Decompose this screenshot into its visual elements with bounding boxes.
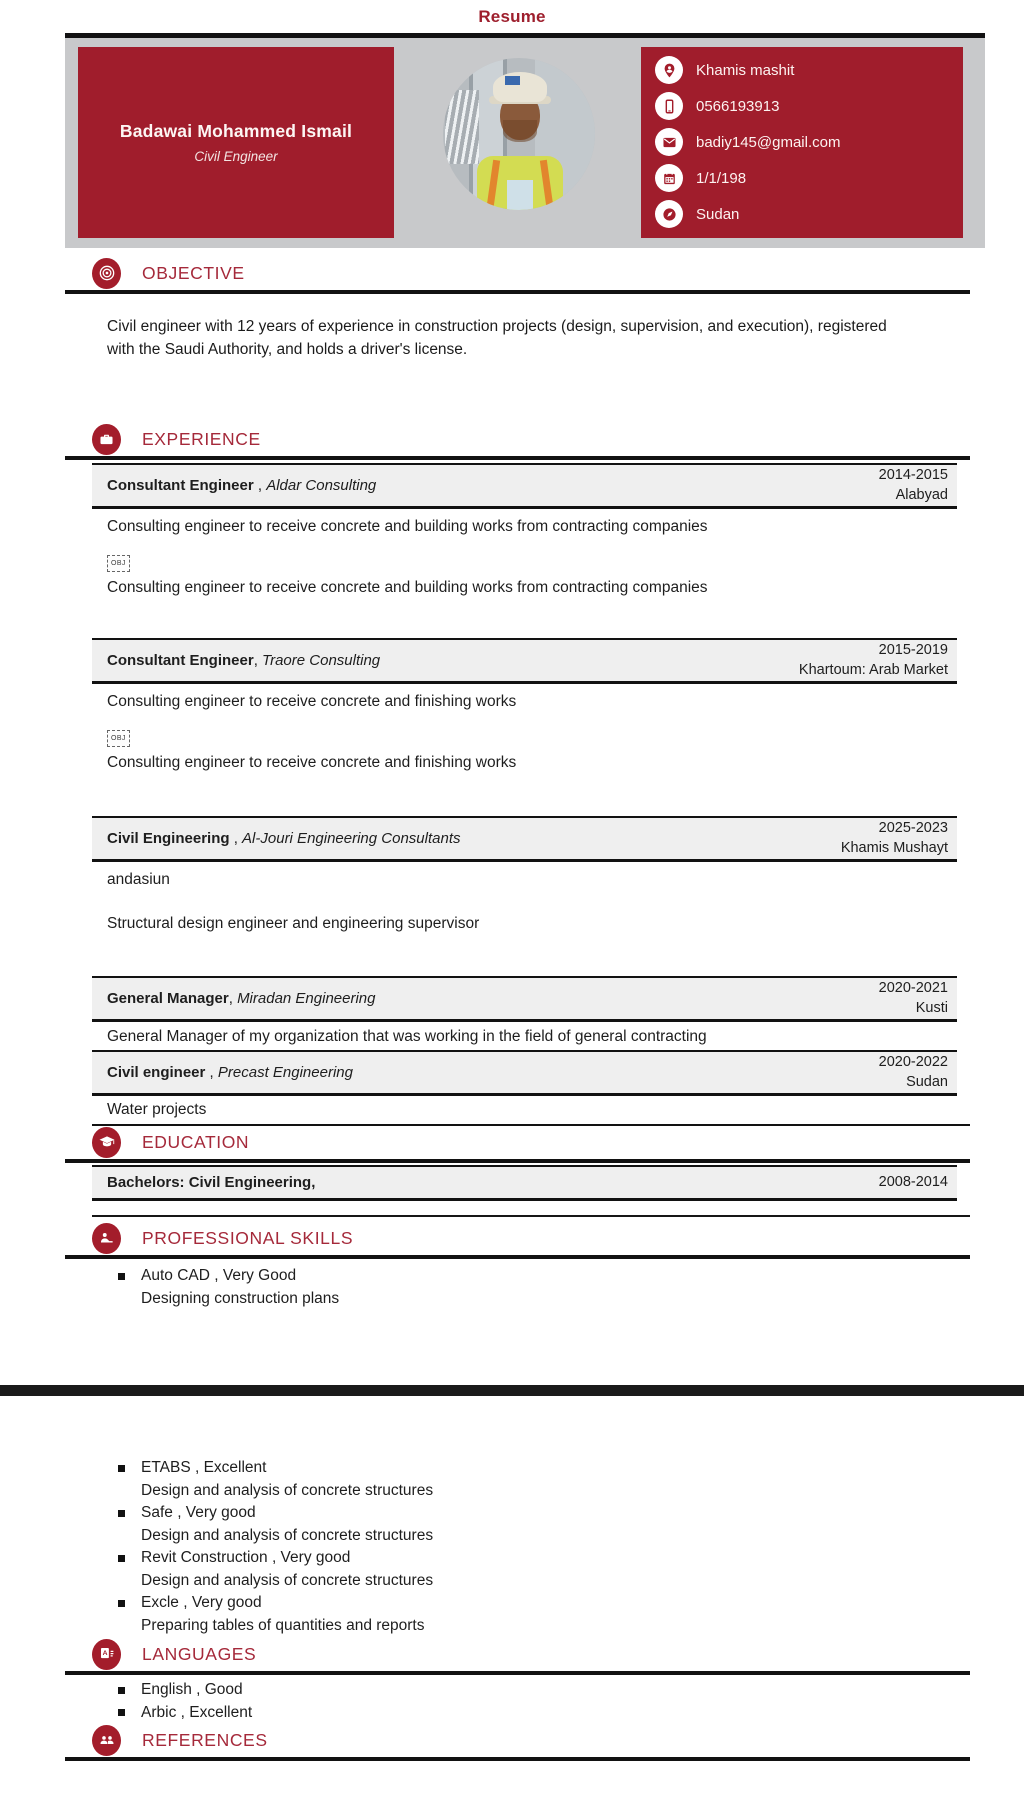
section-label: LANGUAGES (142, 1643, 257, 1664)
contact-birthdate: 1/1/198 (696, 169, 747, 187)
document-title: Resume (478, 7, 546, 26)
skill-item: Excle , Very good (65, 1592, 970, 1615)
experience-title: General Manager, Miradan Engineering (107, 990, 376, 1007)
experience-title: Consultant Engineer, Traore Consulting (107, 652, 381, 669)
contact-country: Sudan (696, 205, 740, 223)
section-rule (65, 1255, 970, 1259)
divider-rule (92, 1215, 970, 1217)
experience-description: Water projects (92, 1099, 970, 1126)
experience-description: General Manager of my organization that was working in the field of general contracting (107, 1028, 707, 1045)
section-label: EXPERIENCE (142, 428, 261, 449)
experience-entry-header (92, 1050, 957, 1096)
section-rule (65, 1757, 970, 1761)
contact-row (641, 124, 963, 160)
identity-header (65, 38, 985, 248)
section-rule (65, 1671, 970, 1675)
section-rule (65, 1159, 970, 1163)
section-header-languages (65, 1639, 970, 1669)
square-bullet-icon (118, 1687, 125, 1694)
people-icon (92, 1725, 121, 1756)
experience-description: Structural design engineer and engineering supervisor (107, 915, 480, 932)
education-degree: Bachelors: Civil Engineering, (107, 1174, 316, 1191)
skill-item: Revit Construction , Very good (65, 1547, 970, 1570)
experience-title: Civil Engineering , Al-Jouri Engineering Consultants (107, 830, 461, 847)
contact-row (641, 88, 963, 124)
section-header-experience (65, 424, 970, 454)
language-item: Arbic , Excellent (65, 1702, 970, 1725)
skill-item: Auto CAD , Very Good (65, 1265, 970, 1288)
experience-dates: 2025-2023 Khamis Mushayt (840, 820, 948, 856)
experience-title: Civil engineer , Precast Engineering (107, 1064, 353, 1081)
skill-detail: Designing construction plans (141, 1289, 340, 1307)
language-item: English , Good (65, 1679, 970, 1702)
experience-description: Consulting engineer to receive concrete and finishing works (107, 693, 517, 710)
svg-text:A: A (102, 1650, 108, 1658)
experience-description: andasiun (107, 871, 170, 888)
calendar-icon (655, 164, 683, 192)
section-header-education (65, 1127, 970, 1157)
contact-phone: 0566193913 (696, 97, 780, 115)
experience-description: Consulting engineer to receive concrete and building works from contracting companies (107, 579, 708, 596)
email-icon (655, 128, 683, 156)
experience-dates: 2020-2022 Sudan (878, 1054, 948, 1090)
square-bullet-icon (118, 1600, 125, 1607)
contact-block (641, 47, 963, 238)
phone-icon (655, 92, 683, 120)
location-icon (655, 200, 683, 228)
square-bullet-icon (118, 1465, 125, 1472)
objective-text: Civil engineer with 12 years of experience in construction projects (design, supervision, and execution), registered with the Saudi Authority, and holds a driver's license. (107, 318, 887, 358)
square-bullet-icon (118, 1510, 125, 1517)
person-desk-icon (92, 1223, 121, 1254)
page2-content (65, 1396, 970, 1761)
person-pin-icon (655, 56, 683, 84)
candidate-role: Civil Engineer (194, 149, 278, 164)
section-header-skills (65, 1223, 970, 1253)
skill-item: Safe , Very good (65, 1502, 970, 1525)
education-dates: 2008-2014 (878, 1173, 948, 1190)
square-bullet-icon (118, 1709, 125, 1716)
contact-email: badiy145@gmail.com (696, 133, 841, 151)
square-bullet-icon (118, 1555, 125, 1562)
briefcase-icon (92, 424, 121, 455)
experience-entry-header (92, 463, 957, 509)
square-bullet-icon (118, 1273, 125, 1280)
graduation-cap-icon (92, 1127, 121, 1158)
experience-entry-header (92, 638, 957, 684)
skill-item: ETABS , Excellent (65, 1457, 970, 1480)
skill-detail: Design and analysis of concrete structures (141, 1481, 434, 1499)
experience-dates: 2014-2015 Alabyad (878, 467, 948, 503)
name-block (78, 47, 394, 238)
section-label: REFERENCES (142, 1729, 268, 1750)
target-icon (92, 258, 121, 289)
skill-detail: Preparing tables of quantities and reports (141, 1616, 425, 1634)
experience-description: Consulting engineer to receive concrete and finishing works (107, 754, 517, 771)
section-label: PROFESSIONAL SKILLS (142, 1227, 354, 1248)
obj-placeholder-icon: OBJ (107, 555, 130, 572)
page-separator (0, 1385, 1024, 1396)
section-header-references (65, 1725, 970, 1755)
experience-dates: 2015-2019 Khartoum: Arab Market (798, 642, 948, 678)
experience-dates: 2020-2021 Kusti (878, 980, 948, 1016)
experience-title: Consultant Engineer , Aldar Consulting (107, 477, 377, 494)
contact-row (641, 160, 963, 196)
obj-placeholder-icon: OBJ (107, 730, 130, 747)
section-rule (65, 456, 970, 460)
section-label: EDUCATION (142, 1131, 250, 1152)
experience-entry-header (92, 976, 957, 1022)
experience-description: Consulting engineer to receive concrete and building works from contracting companies (107, 518, 708, 535)
translate-icon (92, 1639, 121, 1670)
skill-detail: Design and analysis of concrete structures (141, 1526, 434, 1544)
contact-row (641, 196, 963, 232)
contact-name: Khamis mashit (696, 61, 795, 79)
contact-row (641, 52, 963, 88)
experience-entry-header (92, 816, 957, 862)
section-rule (65, 290, 970, 294)
section-header-objective (65, 258, 970, 288)
section-label: OBJECTIVE (142, 262, 245, 283)
page1-content (65, 258, 970, 1310)
candidate-name: Badawai Mohammed Ismail (119, 121, 353, 141)
skill-detail: Design and analysis of concrete structures (141, 1571, 434, 1589)
education-entry-header (92, 1165, 957, 1201)
profile-photo (443, 58, 595, 210)
